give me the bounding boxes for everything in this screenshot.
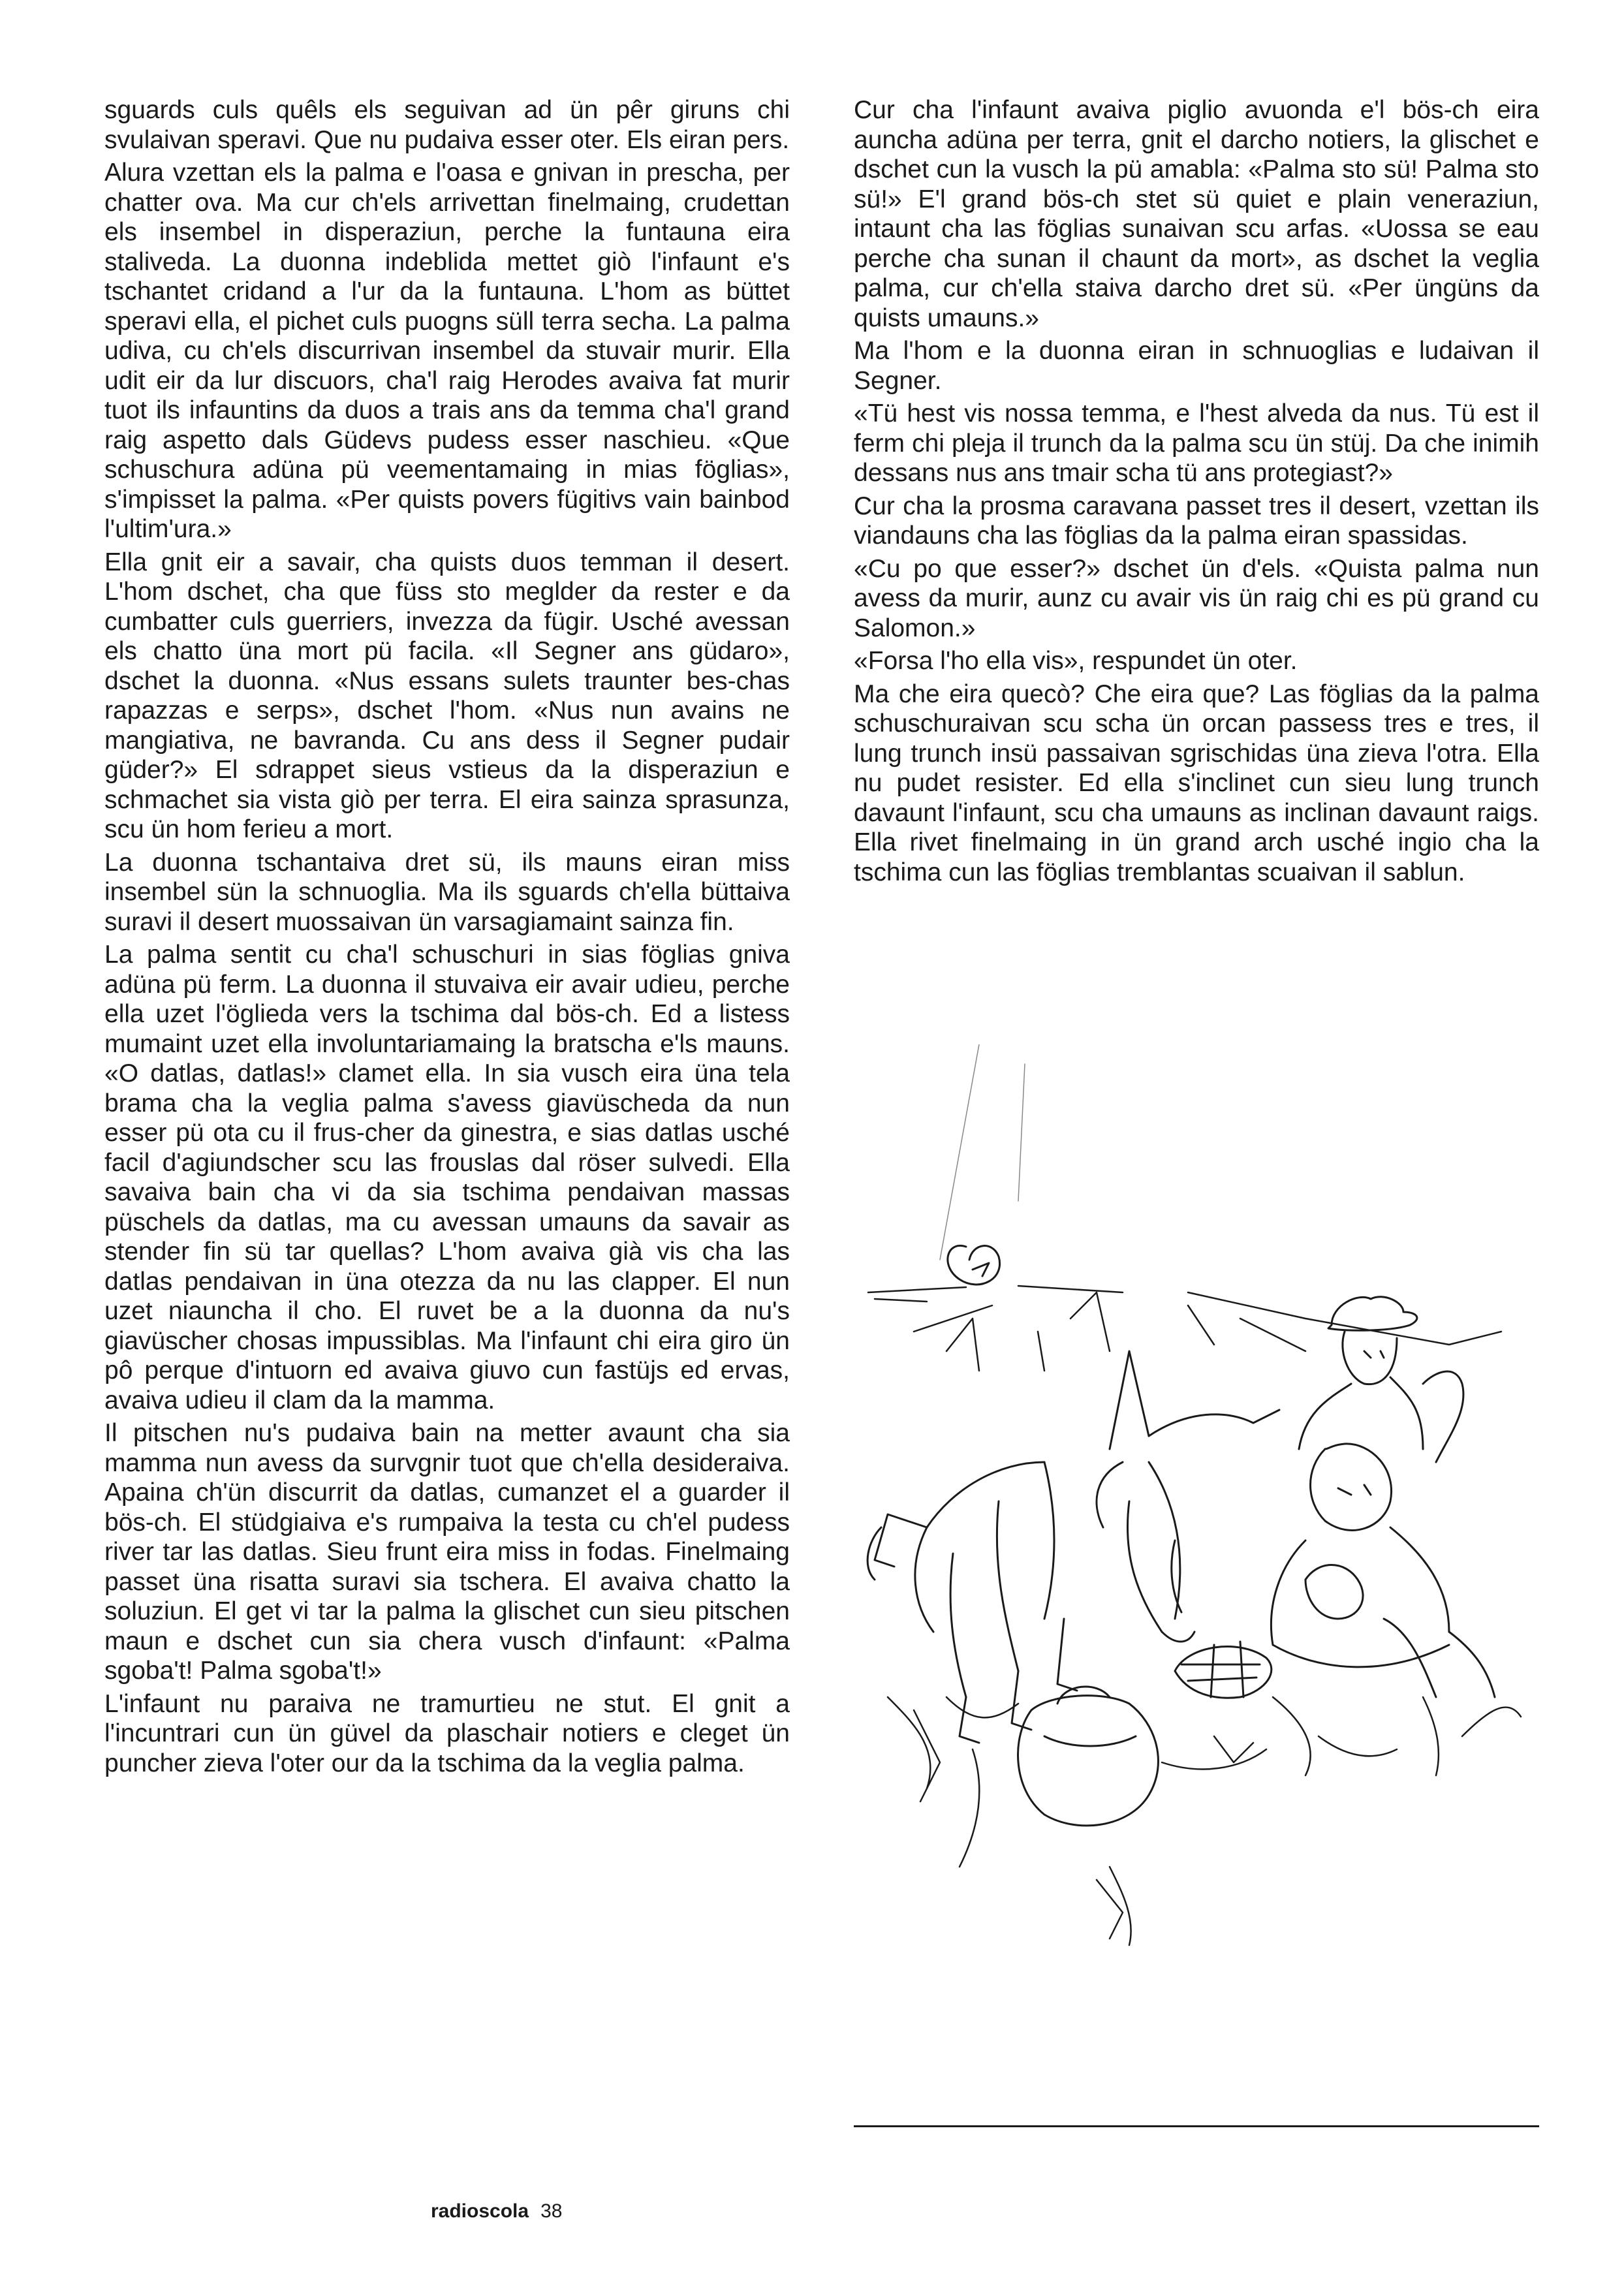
donkey-sketch (867, 1351, 1279, 1743)
mother-child-sketch (1271, 1444, 1495, 1697)
sun-sketch (948, 1245, 1000, 1285)
jug-sketch (1018, 1687, 1159, 1826)
horizon-lines (868, 1286, 1501, 1371)
paragraph: «Cu po que esser?» dschet ün d'els. «Quista palma nun avess da murir, aunz cu avair vis ün raig chi es pü grand cu Salomon.» (854, 554, 1539, 642)
paragraph: «Forsa l'ho ella vis», respundet ün oter. (854, 647, 1298, 675)
paragraph: La duonna tschantaiva dret sü, ils mauns eiran miss insembel sün la schnuoglia. Ma ils sguards ch'ella büttaiva suravi il desert muossaivan ün varsagiamaint sainza fin. (104, 848, 790, 936)
ink-sketch-illustration (849, 1044, 1560, 1997)
paragraph: sguards culs quêls els seguivan ad ün pêr giruns chi svulaivan speravi. Que nu pudaiva esser oter. Els eiran pers. (104, 96, 790, 154)
paragraph: Ma che eira quecò? Che eira que? Las föglias da la palma schuschuraivan scu scha ün orcan passess tres e tres, il lung trunch insü passaivan sgrischidas üna zieva l'otra. Ella nu pudet resister. Ed ella s'inclinet cun sieu lung trunch davaunt l'infaunt, scu cha umauns as inclinan davaunt raigs. Ella rivet finelmaing in ün grand arch usché ingio cha la tschima cun las föglias tremblantas scuaivan il sablun. (854, 679, 1539, 886)
paragraph: La palma sentit cu cha'l schuschuri in sias föglias gniva adüna pü ferm. La duonna il stuvaiva eir avair udieu, perche ella uzet l'öglieda vers la tschima dal bös-ch. Ed a listess mumaint uzet ella involuntariamaing la bratscha e'ls mauns. «O datlas, datlas!» clamet ella. In sia vusch eira üna tela brama cha la veglia palma s'avess giavüscheda da nun esser pü ota cu il frus-cher da ginestra, e sias datlas usché facil d'agiundscher scu las frouslas dal röser sulvedi. Ella savaiva bain cha vi da sia tschima pendaivan massas püschels da datlas, ma cu avessan umauns da savair as stender fin sü tar quellas? L'hom avaiva già vis cha las datlas pendaivan in üna otezza da nu las clapper. El nun uzet niauncha il cho. El ruvet be a la duonna da nu's giavüscher chosas impussiblas. Ma l'infaunt chi eira giro ün pô perque d'intuorn ed avaiva giuvo cun fastüjs ed ervas, avaiva udieu il clam da la mamma. (104, 941, 790, 1414)
paragraph: «Tü hest vis nossa temma, e l'hest alveda da nus. Tü est il ferm chi pleja il trunch da la palma scu ün stüj. Da che inimih dessans nus ans tmair scha tü ans protegiast?» (854, 399, 1539, 487)
article-column-left (104, 95, 790, 1778)
article-column-right (854, 95, 1539, 887)
ground-scribbles (888, 1697, 1521, 1945)
page-number: 38 (540, 2200, 563, 2222)
sketch-guidelines (940, 1044, 1025, 1260)
paragraph: Ma l'hom e la duonna eiran in schnuoglias e ludaivan il Segner. (854, 337, 1539, 395)
paragraph: Cur cha l'infaunt avaiva piglio avuonda e'l bös-ch eira auncha adüna per terra, gnit el darcho notiers, la glischet e dschet cun la vusch la pü amabla: «Palma sto sü! Palma sto sü!» E'l grand bös-ch stet sü quiet e plain veneraziun, intaunt cha las föglias sunaivan scu arfas. «Uossa se eau perche cha sunan il chaunt da mort», as dschet la veglia palma, cur ch'ella staiva darcho dret sü. «Per üngüns da quists umauns.» (854, 96, 1539, 332)
paragraph: Cur cha la prosma caravana passet tres il desert, vzettan ils viandauns cha las föglias da la palma eiran spassidas. (854, 492, 1539, 550)
paragraph: Ella gnit eir a savair, cha quists duos temman il desert. L'hom dschet, cha que füss sto meglder da rester e da cumbatter culs guerriers, invezza da fügir. Usché avessan els chatto üna mort pü facila. «Il Segner ans güdaro», dschet la duonna. «Nus essans sulets traunter bes-chas rapazzas e serps», dschet l'hom. «Nus nun avains ne mangiativa, ne bavranda. Cu ans dess il Segner pudair güder?» El sdrappet sieus vstieus da la disperaziun e schmachet sia vista giò per terra. El eira sainza sprasunza, scu ün hom ferieu a mort. (104, 548, 790, 843)
page-footer (431, 2200, 562, 2223)
paragraph: Alura vzettan els la palma e l'oasa e gnivan in prescha, per chatter ova. Ma cur ch'els arrivettan finelmaing, crudettan els insembel in disperaziun, perche la funtauna eira staliveda. La duonna indeblida mettet giò l'infaunt e's tschantet cridand a l'ur da la funtauna. L'hom as büttet speravi ella, el pichet culs puogns süll terra secha. La palma udiva, cu ch'els discurrivan insembel da stuvair murir. Ella udit eir da lur discuors, cha'l raig Herodes avaiva fat murir tuot ils infauntins da duos a trais ans da temma cha'l grand raig aspetto dals Güdevs pudess esser naschieu. «Que schuschura adüna pü veementamaing in mias föglias», s'impisset la palma. «Per quists povers fügitivs vain bainbod l'ultim'ura.» (104, 159, 790, 543)
publication-name: radioscola (431, 2200, 529, 2222)
basket-sketch (1175, 1642, 1272, 1698)
bottom-rule (854, 2125, 1539, 2127)
paragraph: Il pitschen nu's pudaiva bain na metter avaunt cha sia mamma nun avess da survgnir tuot que ch'ella desideraiva. Apaina ch'ün discurrit da datlas, cumanzet el a guarder il bös-ch. El stüdgiaiva e's rumpaiva la testa cu ch'el pudess river tar las datlas. Sieu frunt eira miss in fodas. Finelmaing passet üna risatta suravi sia tschera. El avaiva chatto la soluziun. El get vi tar la palma la glischet cun sieu pitschen maun e dschet cun sia chera vusch d'infaunt: «Palma sgoba't! Palma sgoba't!» (104, 1419, 790, 1685)
paragraph: L'infaunt nu paraiva ne tramurtieu ne stut. El gnit a l'incuntrari cun ün güvel da plaschair notiers e cleget ün puncher zieva l'oter our da la tschima da la veglia palma. (104, 1689, 790, 1777)
